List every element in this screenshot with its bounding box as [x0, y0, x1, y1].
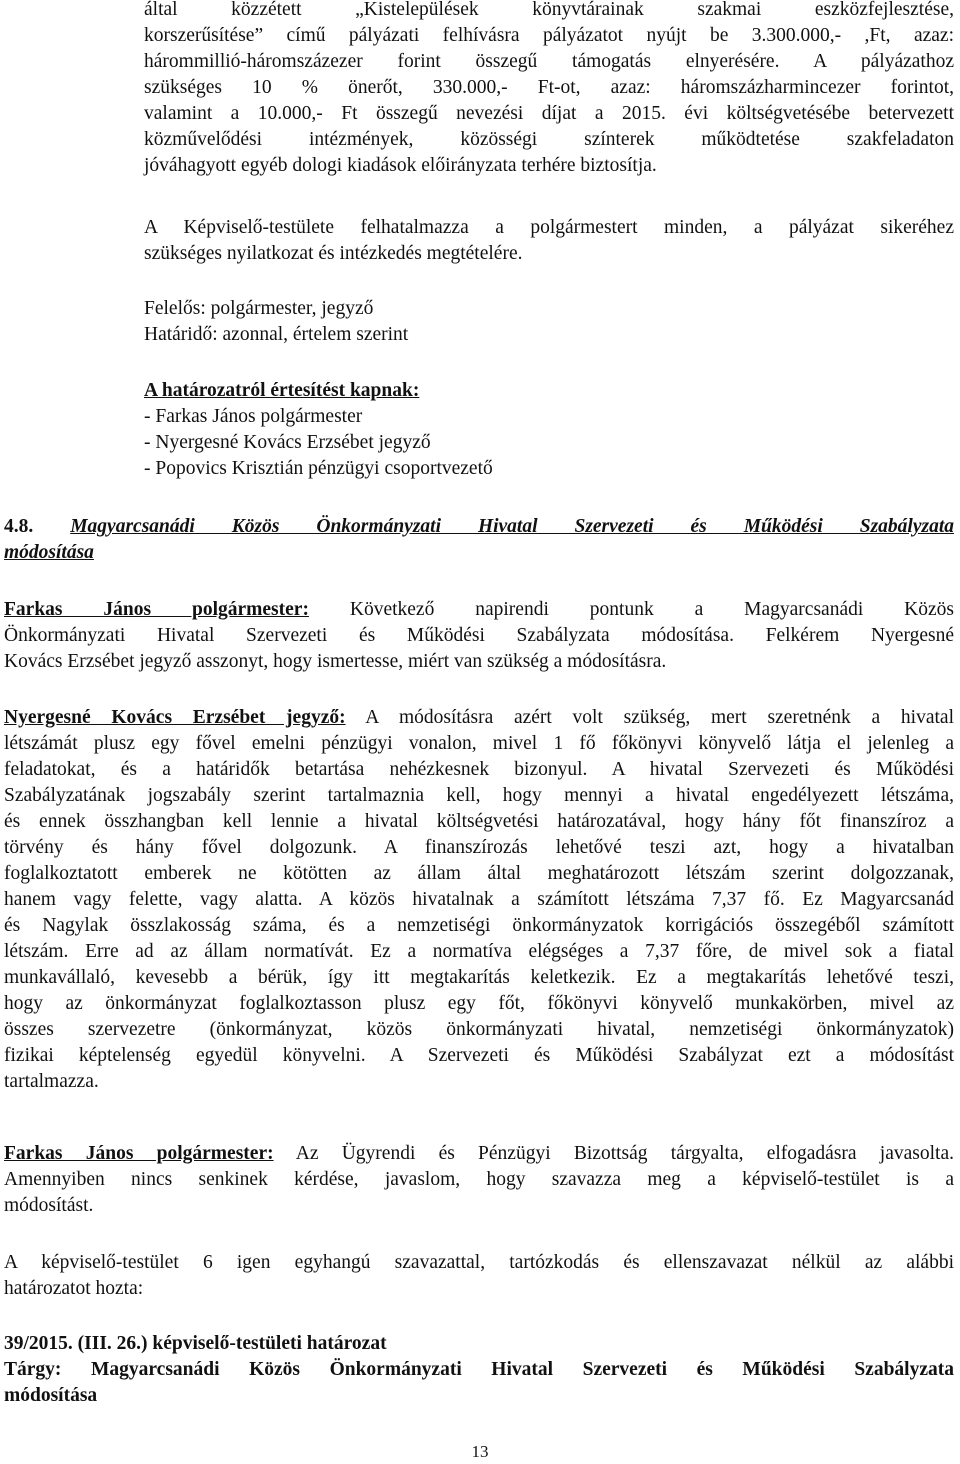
- paragraph-line: összes szervezetre (önkormányzat, közös önkormányzati hivatal, nemzetiségi önkormányzatok): [4, 1019, 954, 1040]
- speaker-name: Farkas János polgármester:: [4, 599, 309, 620]
- paragraph-line: A képviselő-testület 6 igen egyhangú szavazattal, tartózkodás és ellenszavazat nélkül az alábbi: [4, 1252, 954, 1273]
- paragraph-line: hogy az önkormányzat foglalkoztasson plusz egy főt, főkönyvi könyvelő munkakörben, mivel az: [4, 993, 954, 1014]
- paragraph-line: szükséges 10 % önerőt, 330.000,- Ft-ot, azaz: háromszázharmincezer forintot,: [144, 77, 954, 98]
- speech-text: A módosításra azért volt szükség, mert szeretnénk a hivatal: [345, 707, 954, 728]
- paragraph-line: A Képviselő-testülete felhatalmazza a polgármestert minden, a pályázat sikeréhez: [144, 217, 954, 238]
- resolution-subject: Tárgy: Magyarcsanádi Közös Önkormányzati Hivatal Szervezeti és Működési Szabályzata: [4, 1359, 954, 1380]
- page-number: 13: [471, 1442, 489, 1461]
- mayor-proposal-paragraph: [4, 1141, 954, 1219]
- deadline-line: Határidő: azonnal, értelem szerint: [144, 324, 409, 345]
- paragraph-line: hárommillió-háromszázezer forint összegű támogatás elnyerésére. A pályázathoz: [144, 51, 954, 72]
- paragraph-line: Kovács Erzsébet jegyző asszonyt, hogy ismertesse, miért van szükség a módosításra.: [4, 651, 667, 672]
- paragraph-line: által közzétett „Kistelepülések könyvtárainak szakmai eszközfejlesztése,: [144, 0, 954, 20]
- paragraph-line: közművelődési intézmények, közösségi színterek működtetése szakfeladaton: [144, 129, 954, 150]
- speaker-name: Farkas János polgármester:: [4, 1143, 274, 1164]
- paragraph-line: Amennyiben nincs senkinek kérdése, javaslom, hogy szavazza meg a képviselő-testület is a: [4, 1169, 954, 1190]
- paragraph-line: [4, 705, 954, 731]
- resolution-subject-continued: módosítása: [4, 1385, 98, 1406]
- paragraph-line: létszámát plusz egy fővel emelni pénzügyi vonalon, mivel 1 fő főkönyvi könyvelő látja el jelenleg a: [4, 733, 954, 754]
- notification-block: [144, 378, 954, 482]
- paragraph-line: foglalkoztatott emberek ne kötötten az állam által meghatározott létszám szerint dolgozzanak,: [4, 863, 954, 884]
- paragraph-line: jóváhagyott egyéb dologi kiadások előirányzata terhére biztosítja.: [144, 155, 657, 176]
- paragraph-line: Szabályzatának jogszabály szerint tartalmaznia kell, hogy mennyi a hivatal engedélyezett létszáma,: [4, 785, 954, 806]
- paragraph-line: létszám. Erre ad az állam normatívát. Ez a normatíva elégséges a 7,37 főre, de mivel sok a fiatal: [4, 941, 954, 962]
- paragraph-line: és Nagylak összlakosság száma, és a nemzetiségi önkormányzatok korrigációs összegéből számított: [4, 915, 954, 936]
- paragraph-line: fizikai képtelenség egyedül könyvelni. A Szervezeti és Működési Szabályzat ezt a módosítást: [4, 1045, 954, 1066]
- speaker-name: Nyergesné Kovács Erzsébet jegyző:: [4, 707, 346, 728]
- section-title: Magyarcsanádi Közös Önkormányzati Hivatal Szervezeti és Működési Szabályzata: [70, 516, 954, 537]
- notification-heading: A határozatról értesítést kapnak:: [144, 380, 420, 401]
- notification-item: - Popovics Krisztián pénzügyi csoportvezető: [144, 458, 493, 479]
- notification-item: - Nyergesné Kovács Erzsébet jegyző: [144, 432, 431, 453]
- top-paragraph: [144, 0, 954, 179]
- section-title-line: [4, 540, 954, 566]
- speech-text: Az Ügyrendi és Pénzügyi Bizottság tárgyalta, elfogadásra javasolta.: [273, 1143, 954, 1164]
- vote-paragraph: [4, 1250, 954, 1302]
- paragraph-line: törvény és hány fővel dolgozunk. A finanszírozás lehetővé teszi azt, hogy a hivatalban: [4, 837, 954, 858]
- responsibility-block: [144, 296, 954, 348]
- paragraph-line: [4, 597, 954, 623]
- paragraph-line: feladatokat, és a határidők betartása nehézkesnek bizonyul. A hivatal Szervezeti és Működési: [4, 759, 954, 780]
- responsible-line: Felelős: polgármester, jegyző: [144, 298, 374, 319]
- section-title-line: [4, 514, 954, 540]
- speech-text: Következő napirendi pontunk a Magyarcsanádi Közös: [308, 599, 954, 620]
- notification-item: - Farkas János polgármester: [144, 406, 363, 427]
- paragraph-line: hanem vagy felette, vagy alatta. A közös hivatalnak a számított létszáma 7,37 fő. Ez Magyarcsanád: [4, 889, 954, 910]
- paragraph-line: valamint a 10.000,- Ft összegű nevezési díjat a 2015. évi költségvetésébe betervezett: [144, 103, 954, 124]
- section-title-continued: módosítása: [4, 542, 94, 563]
- paragraph-line: [4, 1141, 954, 1167]
- paragraph-line: szükséges nyilatkozat és intézkedés megtételére.: [144, 243, 523, 264]
- section-number: 4.8.: [4, 516, 34, 537]
- resolution-number: 39/2015. (III. 26.) képviselő-testületi határozat: [4, 1333, 387, 1354]
- paragraph-line: Önkormányzati Hivatal Szervezeti és Működési Szabályzata módosítása. Felkérem Nyergesné: [4, 625, 954, 646]
- resolution-block: [4, 1331, 954, 1409]
- paragraph-line: és ennek összhangban kell lennie a hivatal költségvetési határozatával, hogy hány főt finanszíroz a: [4, 811, 954, 832]
- paragraph-line: módosítást.: [4, 1195, 94, 1216]
- paragraph-line: tartalmazza.: [4, 1071, 99, 1092]
- mayor-intro-paragraph: [4, 597, 954, 675]
- notary-paragraph: [4, 705, 954, 1095]
- paragraph-line: munkavállaló, kevesebb a bérük, így itt megtakarítás keletkezik. Ez a megtakarítás lehetővé teszi,: [4, 967, 954, 988]
- paragraph-line: határozatot hozta:: [4, 1278, 144, 1299]
- paragraph-line: korszerűsítése” című pályázati felhívásra pályázatot nyújt be 3.300.000,- ,Ft, azaz:: [144, 25, 954, 46]
- authorization-paragraph: [144, 215, 954, 267]
- section-heading: [4, 514, 954, 566]
